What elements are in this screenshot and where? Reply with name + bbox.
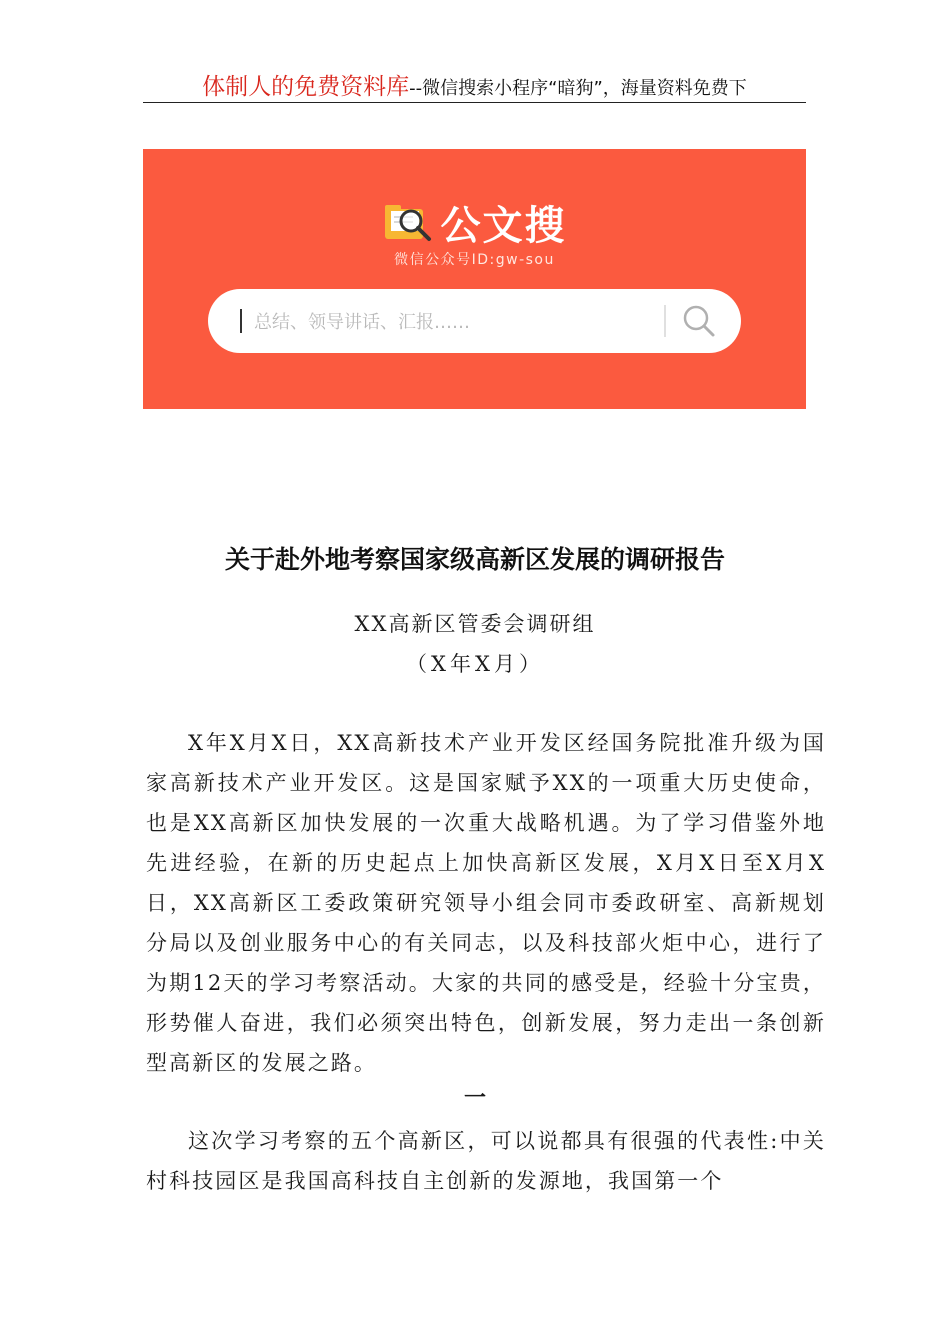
logo (143, 197, 806, 247)
body-paragraph: X年X月X日，XX高新技术产业开发区经国务院批准升级为国家高新技术产业开发区。这是国家赋予XX的一项重大历史使命，也是XX高新区加快发展的一次重大战略机遇。为了学习借鉴外地先进经验，在新的历史起点上加快高新区发展，X月X日至X月X日，XX高新区工委政策研究领导小组会同市委政研室、高新规划分局以及创业服务中心的有关同志，以及科技部火炬中心，进行了为期12天的学习考察活动。大家的共同的感受是，经验十分宝贵，形势催人奋进，我们必须突出特色，创新发展，努力走出一条创新型高新区的发展之路。 (146, 731, 826, 1075)
header-tagline: --微信搜索小程序“暗狗”，海量资料免费下 (409, 78, 747, 99)
wechat-id: 微信公众号ID:gw-sou (394, 252, 555, 268)
header-brand: 体制人的免费资料库 (202, 74, 410, 100)
text-caret (240, 309, 242, 333)
document-title: 关于赴外地考察国家级高新区发展的调研报告 (224, 545, 725, 574)
search-bar[interactable] (208, 289, 741, 353)
logo-text: 公文搜 (440, 202, 567, 249)
page-header (143, 68, 806, 103)
folder-magnifier-icon (383, 199, 435, 245)
document-date: （X年X月） (406, 652, 544, 676)
search-divider (664, 305, 666, 337)
search-banner (143, 149, 806, 409)
search-input[interactable] (252, 305, 616, 339)
search-button[interactable] (680, 303, 720, 339)
search-icon (680, 303, 720, 339)
document-author: XX高新区管委会调研组 (354, 612, 596, 636)
section-heading: 一 (463, 1085, 486, 1111)
body-paragraph: 这次学习考察的五个高新区，可以说都具有很强的代表性:中关村科技园区是我国高科技自主创新的发源地，我国第一个 (146, 1129, 826, 1193)
